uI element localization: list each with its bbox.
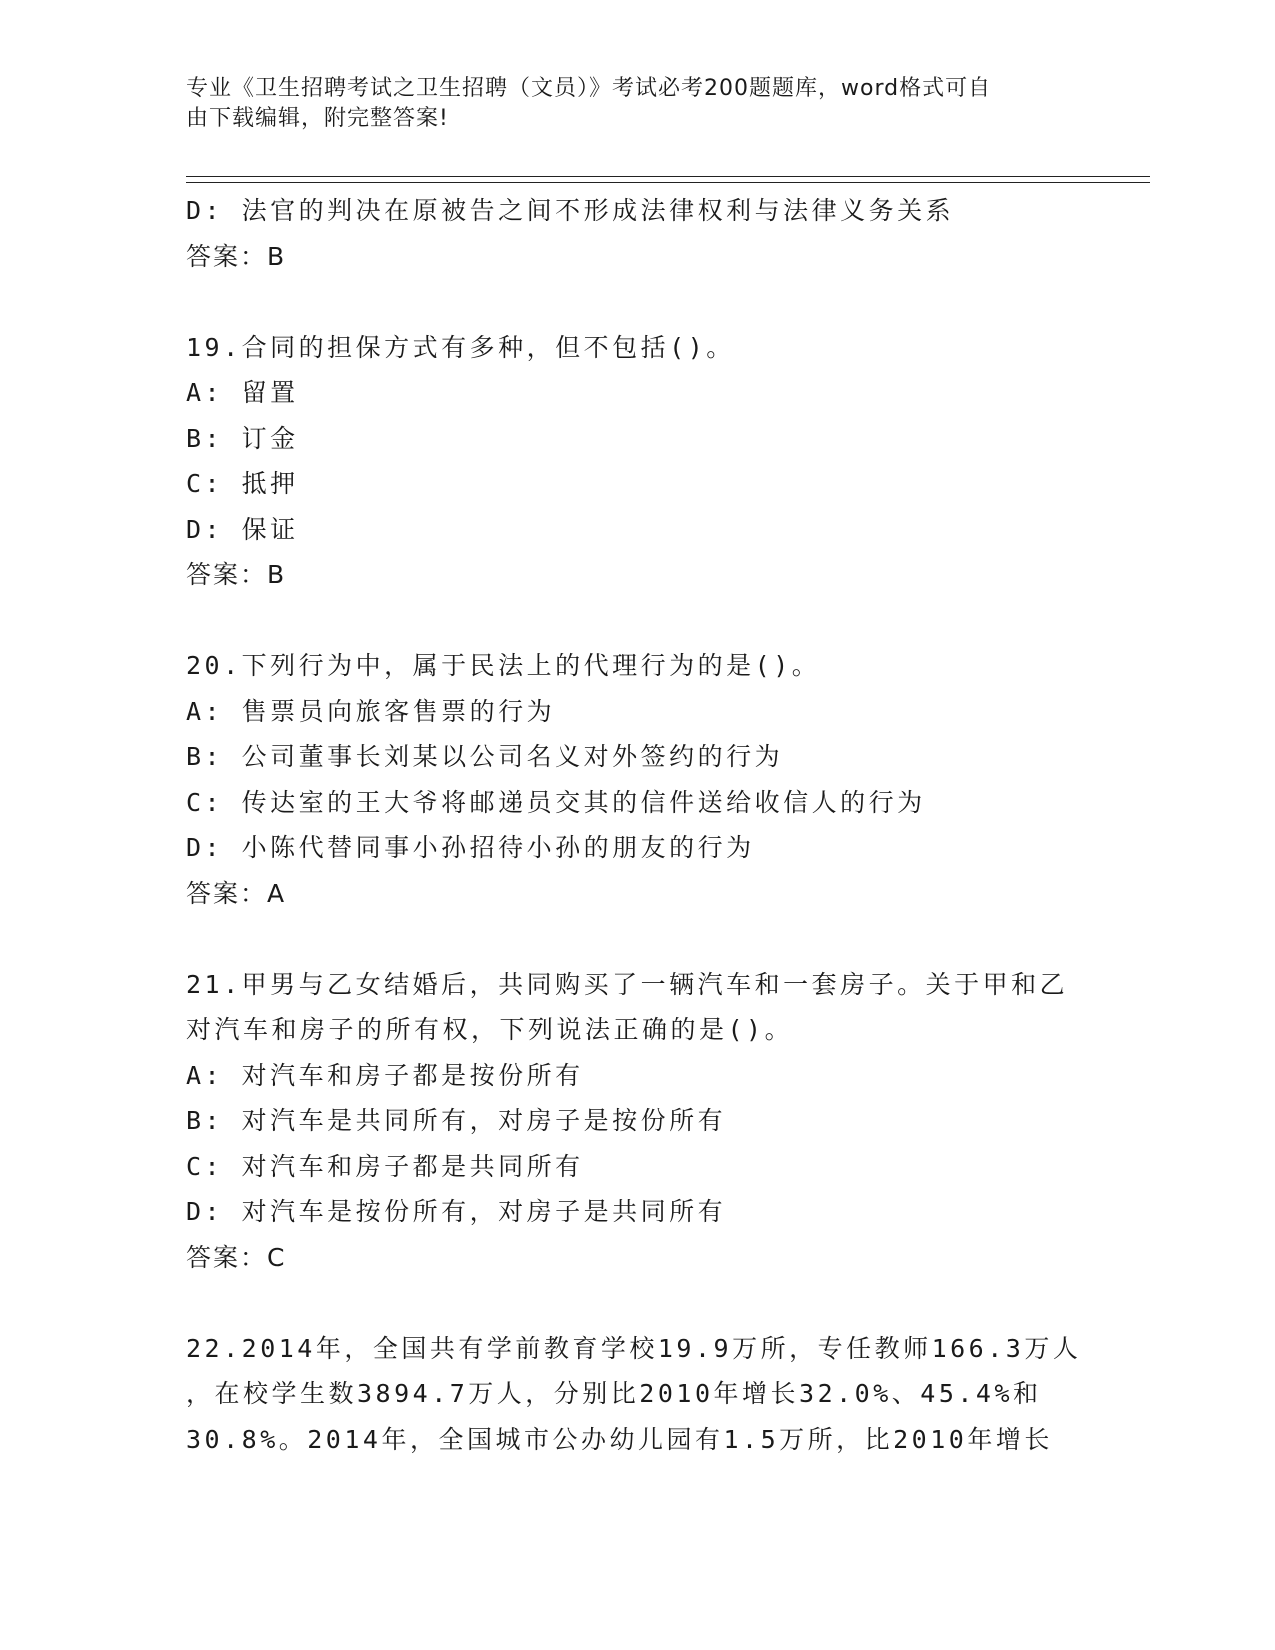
option-b: B: 订金	[186, 423, 299, 453]
header-line-1: 专业《卫生招聘考试之卫生招聘（文员）》考试必考200题题库，word格式可自	[186, 76, 992, 101]
option-c: C: 对汽车和房子都是共同所有	[186, 1151, 584, 1181]
option-b: B: 对汽车是共同所有，对房子是按份所有	[186, 1106, 727, 1135]
question-text-line-2: 对汽车和房子的所有权，下列说法正确的是()。	[186, 1015, 794, 1044]
page-header	[186, 74, 1086, 134]
option-a: A: 售票员向旅客售票的行为	[186, 696, 556, 726]
spacer	[186, 916, 1086, 962]
document-body	[186, 188, 1086, 1462]
header-divider-bottom	[186, 182, 1150, 183]
spacer	[186, 598, 1086, 644]
question-22	[186, 1326, 1086, 1463]
question-18-tail	[186, 188, 1086, 279]
option-d: D: 法官的判决在原被告之间不形成法律权利与法律义务关系	[186, 196, 955, 225]
question-text-line-2: ，在校学生数3894.7万人，分别比2010年增长32.0%、45.4%和	[186, 1379, 1042, 1408]
spacer	[186, 1280, 1086, 1326]
question-text: 20.下列行为中，属于民法上的代理行为的是()。	[186, 651, 821, 680]
header-line-2: 由下载编辑，附完整答案!	[186, 106, 449, 131]
option-d: D: 对汽车是按份所有，对房子是共同所有	[186, 1197, 727, 1226]
question-text-line-3: 30.8%。2014年，全国城市公办幼儿园有1.5万所，比2010年增长	[186, 1424, 1053, 1454]
option-c: C: 传达室的王大爷将邮递员交其的信件送给收信人的行为	[186, 787, 926, 817]
option-c: C: 抵押	[186, 469, 299, 498]
question-text-line-1: 22.2014年，全国共有学前教育学校19.9万所，专任教师166.3万人	[186, 1333, 1082, 1363]
question-19	[186, 325, 1086, 598]
header-divider-top	[186, 176, 1150, 177]
question-text: 19.合同的担保方式有多种，但不包括()。	[186, 332, 735, 362]
answer: 答案：C	[186, 1242, 287, 1272]
option-a: A: 留置	[186, 378, 299, 407]
question-text-line-1: 21.甲男与乙女结婚后，共同购买了一辆汽车和一套房子。关于甲和乙	[186, 969, 1069, 999]
answer: 答案：A	[186, 878, 287, 908]
option-b: B: 公司董事长刘某以公司名义对外签约的行为	[186, 742, 784, 771]
option-a: A: 对汽车和房子都是按份所有	[186, 1060, 584, 1090]
question-20	[186, 643, 1086, 916]
option-d: D: 保证	[186, 514, 299, 544]
answer: 答案：B	[186, 241, 287, 271]
question-21	[186, 962, 1086, 1281]
spacer	[186, 279, 1086, 325]
option-d: D: 小陈代替同事小孙招待小孙的朋友的行为	[186, 833, 755, 862]
answer: 答案：B	[186, 560, 287, 589]
